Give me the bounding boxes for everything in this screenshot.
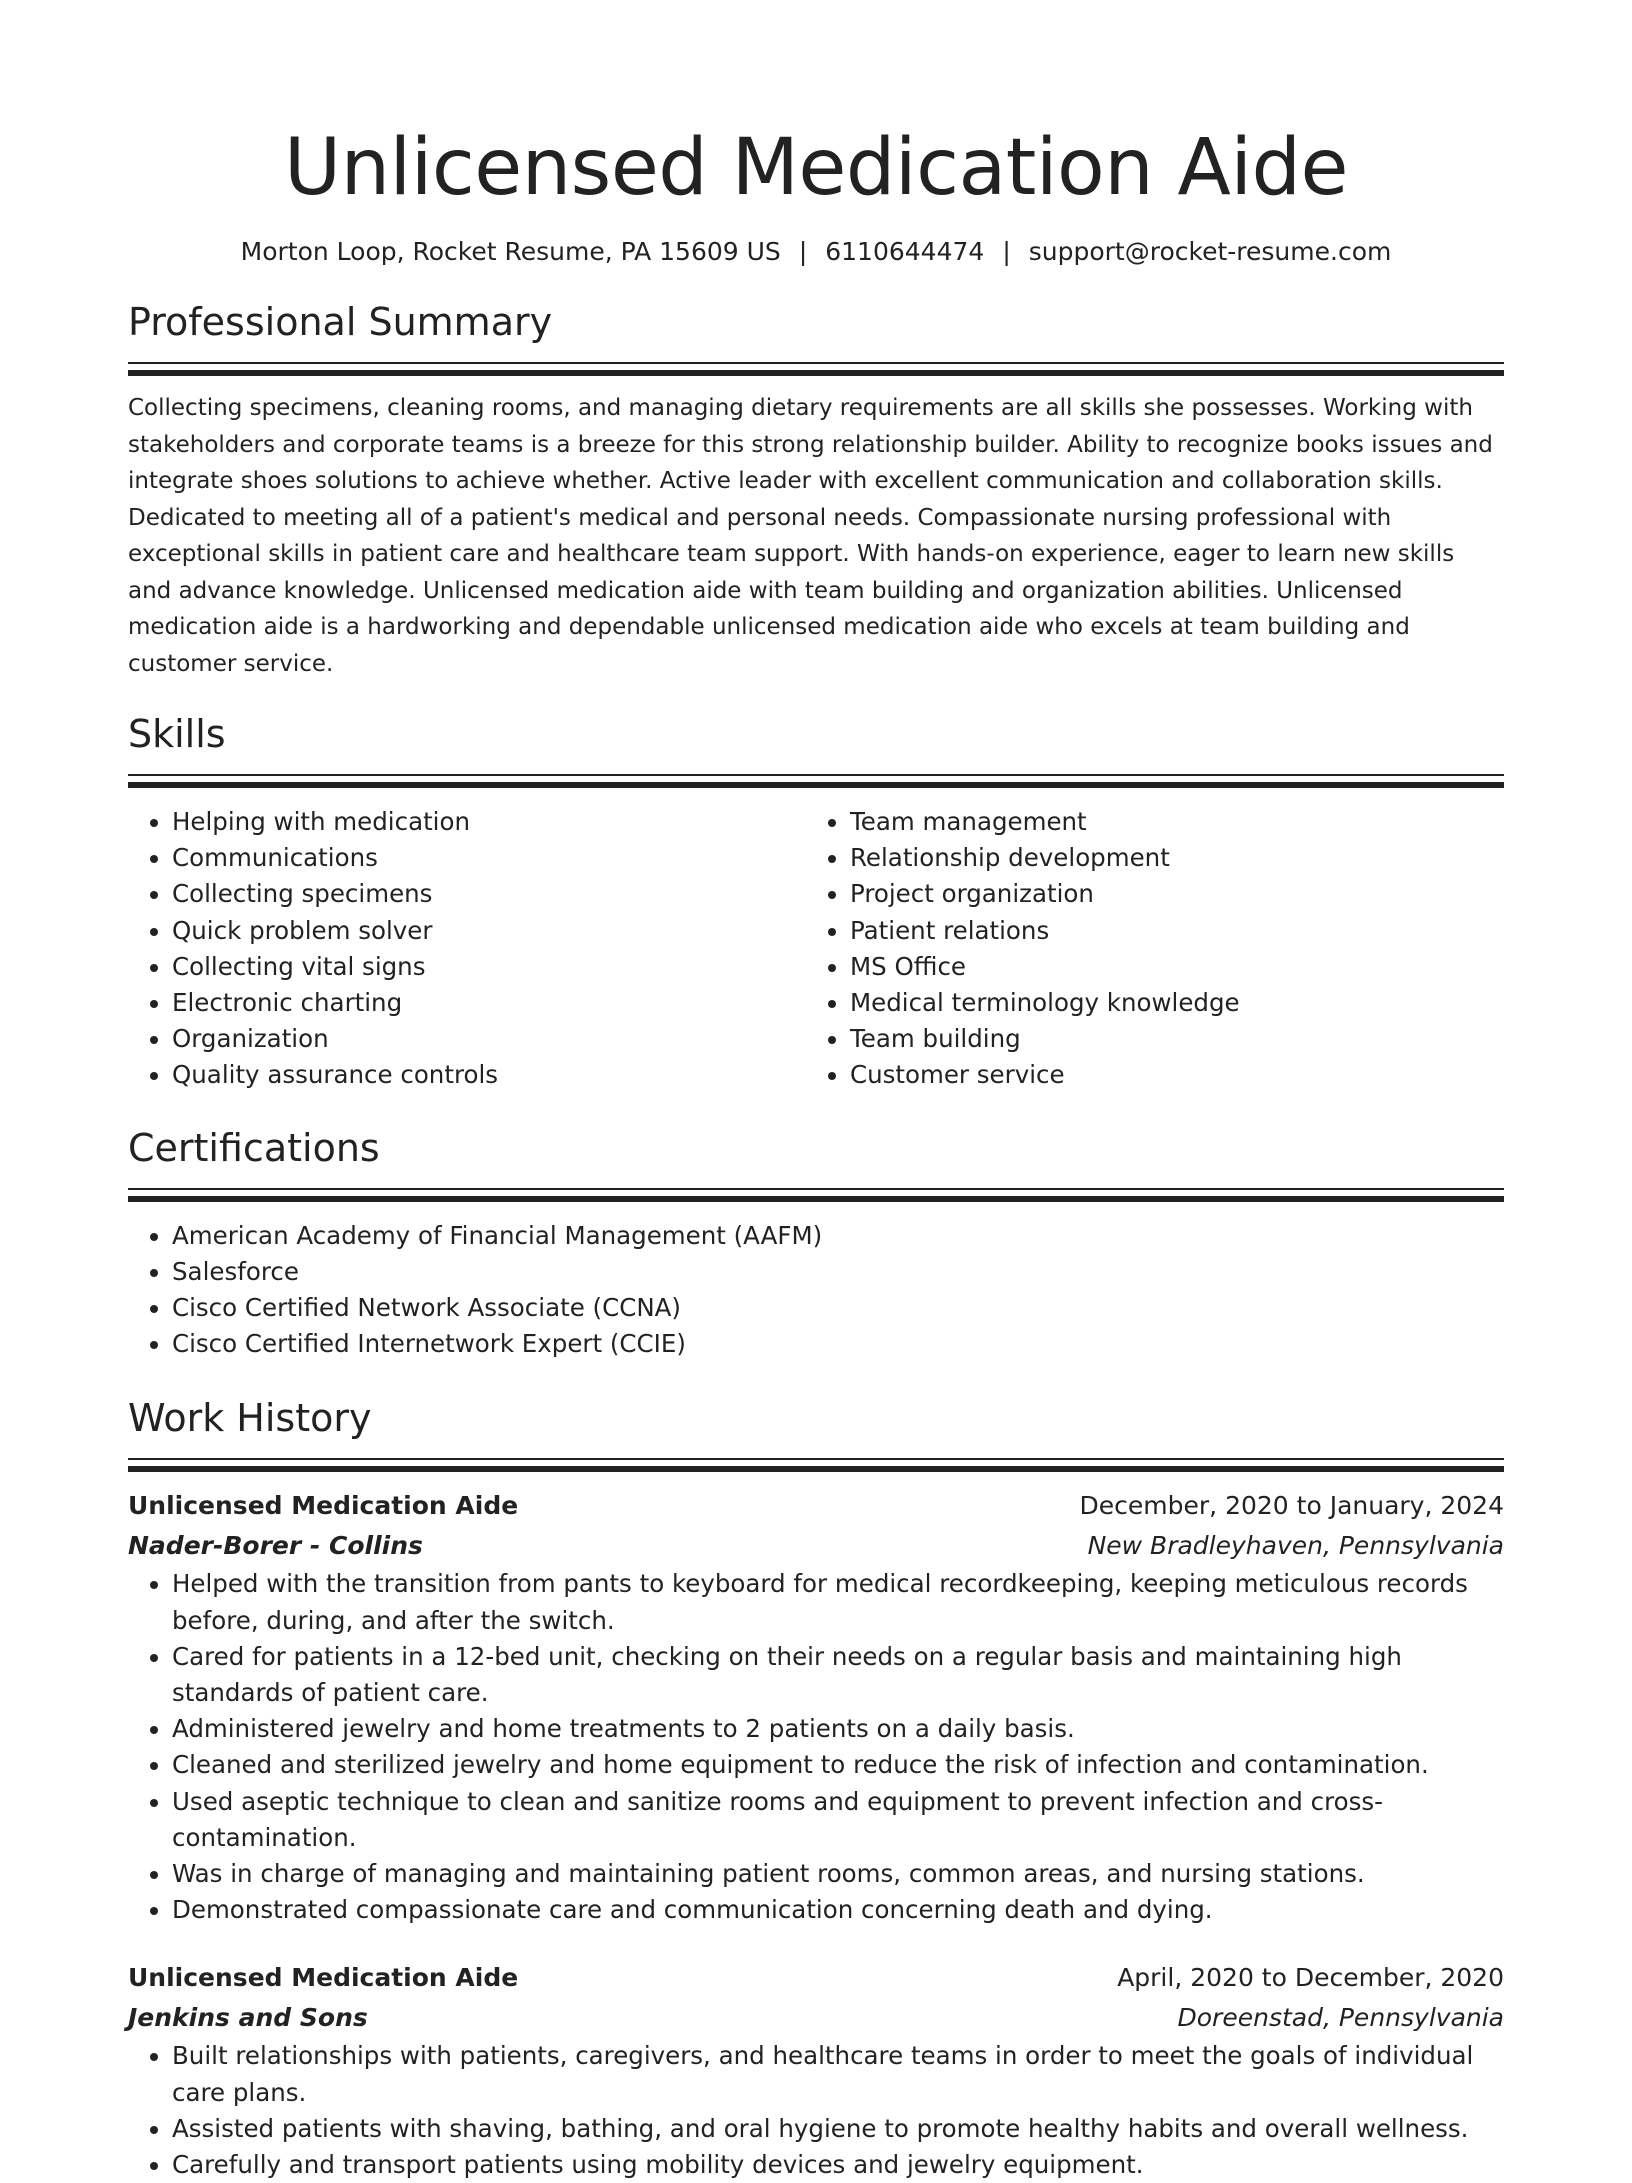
skill-item: • Quality assurance controls <box>172 1057 806 1093</box>
skills-columns <box>128 804 1504 1094</box>
job-location: New Bradleyhaven, Pennsylvania <box>1087 1531 1504 1561</box>
summary-title: Professional Summary <box>128 300 553 344</box>
skill-item: • Patient relations <box>850 913 1484 949</box>
job-bullet: • Used aseptic technique to clean and sanitize rooms and equipment to prevent infection and cross-contamination. <box>172 1784 1504 1856</box>
certification-item: • Cisco Certified Network Associate (CCNA) <box>172 1290 1504 1326</box>
contact-phone: 6110644474 <box>825 237 985 266</box>
certifications-list <box>128 1218 1504 1363</box>
skill-item: • Collecting specimens <box>172 876 806 912</box>
job-header <box>128 1486 1504 1526</box>
job-dates: April, 2020 to December, 2020 <box>1117 1963 1504 1993</box>
job-location: Doreenstad, Pennsylvania <box>1177 2003 1504 2033</box>
skill-item: • Team management <box>850 804 1484 840</box>
job-subheader <box>128 1998 1504 2038</box>
skill-item: • Collecting vital signs <box>172 949 806 985</box>
summary-text: Collecting specimens, cleaning rooms, and managing dietary requirements are all skills she possesses. Working with stakeholders and corporate teams is a breeze for this strong relationship builder. Ability to recognize books issues and integrate shoes solutions to achieve whether. Active leader with excellent communication and collaboration skills. Dedicated to meeting all of a patient's medical and personal needs. Compassionate nursing professional with exceptional skills in patient care and healthcare team support. With hands-on experience, eager to learn new skills and advance knowledge. Unlicensed medication aide with team building and organization abilities. Unlicensed medication aide is a hardworking and dependable unlicensed medication aide who excels at team building and customer service. <box>128 395 1493 677</box>
job-bullets <box>128 1566 1504 1928</box>
section-divider <box>128 1196 1504 1202</box>
contact-separator: | <box>1002 237 1011 266</box>
skill-item: • Customer service <box>850 1057 1484 1093</box>
job-bullet: • Cleaned and sterilized jewelry and home equipment to reduce the risk of infection and contamination. <box>172 1747 1504 1783</box>
skill-item: • Electronic charting <box>172 985 806 1021</box>
job-header <box>128 1958 1504 1998</box>
job-company: Nader-Borer - Collins <box>128 1531 423 1561</box>
job-company: Jenkins and Sons <box>128 2003 368 2033</box>
skills-right-column <box>806 804 1484 1094</box>
contact-address: Morton Loop, Rocket Resume, PA 15609 US <box>240 237 781 266</box>
section-divider <box>128 774 1504 776</box>
skill-item: • Project organization <box>850 876 1484 912</box>
job-title: Unlicensed Medication Aide <box>128 1963 519 1993</box>
job-bullet: • Administered jewelry and home treatments to 2 patients on a daily basis. <box>172 1711 1504 1747</box>
job-entry <box>128 1958 1504 2183</box>
certifications-section <box>128 1122 1504 1363</box>
section-divider <box>128 1458 1504 1460</box>
skill-item: • MS Office <box>850 949 1484 985</box>
skills-title: Skills <box>128 712 226 756</box>
job-bullet: • Built relationships with patients, caregivers, and healthcare teams in order to meet the goals of individual care plans. <box>172 2038 1504 2110</box>
skill-item: • Organization <box>172 1021 806 1057</box>
job-bullet: • Helped with the transition from pants to keyboard for medical recordkeeping, keeping meticulous records before, during, and after the switch. <box>172 1566 1504 1638</box>
job-subheader <box>128 1526 1504 1566</box>
contact-separator: | <box>798 237 808 266</box>
work-history-section <box>128 1392 1504 2183</box>
job-bullet: • Assisted patients with shaving, bathing, and oral hygiene to promote healthy habits and overall wellness. <box>172 2111 1504 2147</box>
job-bullet: • Carefully and transport patients using mobility devices and jewelry equipment. <box>172 2147 1504 2183</box>
section-divider <box>128 1188 1504 1190</box>
job-bullets <box>128 2038 1504 2183</box>
job-bullet: • Demonstrated compassionate care and communication concerning death and dying. <box>172 1892 1504 1928</box>
skill-item: • Medical terminology knowledge <box>850 985 1484 1021</box>
skill-item: • Relationship development <box>850 840 1484 876</box>
job-dates: December, 2020 to January, 2024 <box>1079 1491 1504 1521</box>
skills-section <box>128 708 1504 1094</box>
resume-page <box>128 0 1504 2183</box>
skills-left-column <box>128 804 806 1094</box>
section-divider <box>128 362 1504 364</box>
certification-item: • Cisco Certified Internetwork Expert (CCIE) <box>172 1326 1504 1362</box>
certification-item: • American Academy of Financial Management (AAFM) <box>172 1218 1504 1254</box>
contact-email[interactable]: support@rocket-resume.com <box>1028 237 1392 266</box>
skill-item: • Quick problem solver <box>172 913 806 949</box>
section-divider <box>128 1466 1504 1472</box>
contact-line <box>128 234 1504 270</box>
job-entry <box>128 1486 1504 1928</box>
job-title: Unlicensed Medication Aide <box>128 1491 519 1521</box>
resume-name: Unlicensed Medication Aide <box>284 123 1348 213</box>
certifications-title: Certifications <box>128 1125 380 1170</box>
work-history-title: Work History <box>128 1396 372 1441</box>
skill-item: • Communications <box>172 840 806 876</box>
summary-section <box>128 296 1504 682</box>
section-divider <box>128 370 1504 376</box>
section-divider <box>128 782 1504 788</box>
skill-item: • Team building <box>850 1021 1484 1057</box>
job-bullet: • Was in charge of managing and maintaining patient rooms, common areas, and nursing stations. <box>172 1856 1504 1892</box>
certification-item: • Salesforce <box>172 1254 1504 1290</box>
job-bullet: • Cared for patients in a 12-bed unit, checking on their needs on a regular basis and maintaining high standards of patient care. <box>172 1639 1504 1711</box>
skill-item: • Helping with medication <box>172 804 806 840</box>
